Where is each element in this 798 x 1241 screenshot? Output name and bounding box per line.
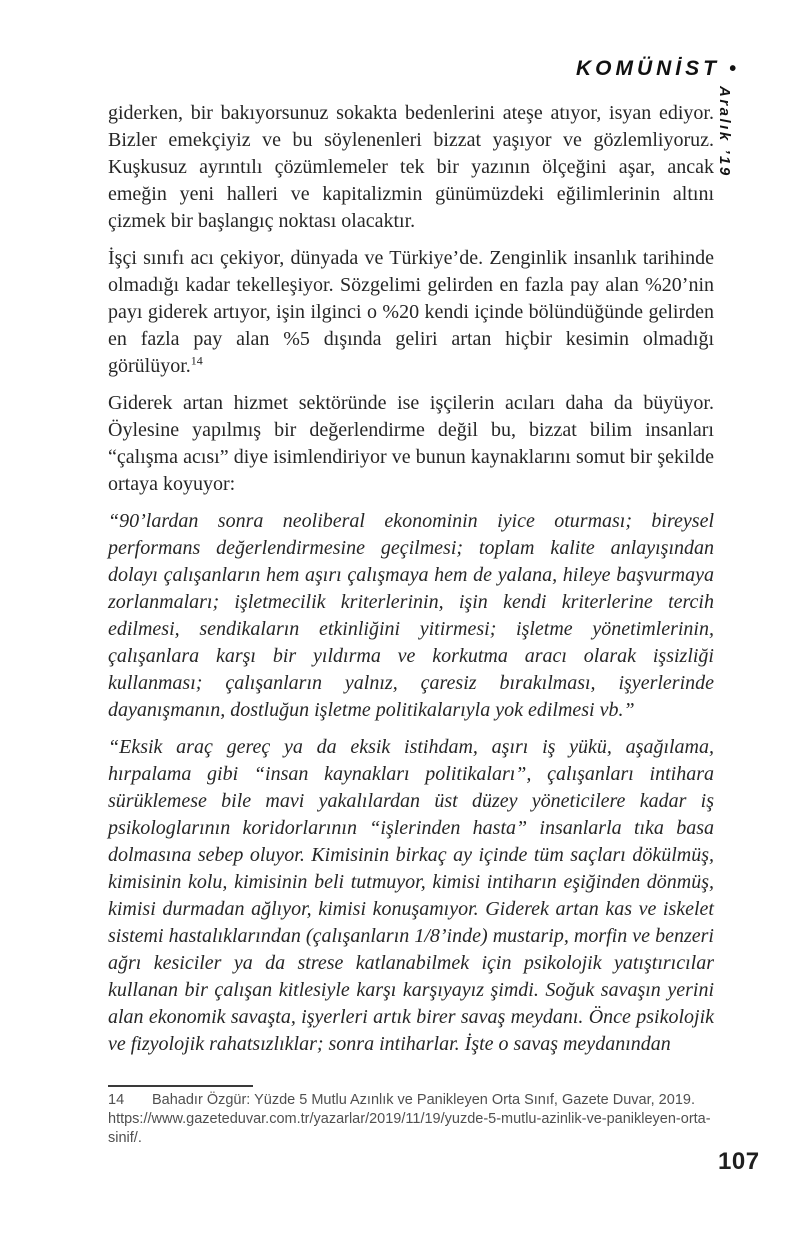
page-number: 107 <box>718 1148 760 1175</box>
paragraph-opening: giderken, bir bakıyorsunuz sokakta bedenlerini ateşe atıyor, isyan ediyor. Bizler emekçiyiz ve bu söylenenleri bizzat yaşıyor ve gözlemliyoruz. Kuşkusuz ayrıntılı çözümlemeler tek bir yazının ölçeğini aşar, ancak emeğin yeni halleri ve kapitalizmin günümüzdeki eğilimlerinin altını çizmek bir başlangıç noktası olacaktır. <box>108 102 714 232</box>
paragraph-working-class-text: İşçi sınıfı acı çekiyor, dünyada ve Türkiye’de. Zenginlik insanlık tarihinde olmadığı kadar tekelleşiyor. Sözgelimi gelirden en fazla pay alan %20’nin payı giderek artıyor, işin ilginci o %20 kendi içinde bölündüğünde gelirden en fazla pay alan %5 dışında geliri artan hiçbir kesimin olmadığı görülüyor. <box>108 247 714 377</box>
footnote-reference: 14 <box>190 353 203 368</box>
quote-paragraph-eksik-istihdam: “Eksik araç gereç ya da eksik istihdam, aşırı iş yükü, aşağılama, hırpalama gibi “insan kaynakları politikaları”, çalışanları intihara sürüklemese bile mavi yakalılardan üst düzey yöneticilere kadar iş psikologlarının koridorlarının “işlerinden hasta” insanlarla tıka basa dolmasına sebep oluyor. Kimisinin birkaç ay içinde tüm saçları dökülmüş, kimisinin kolu, kimisinin beli tutmuyor, kimisi intiharın eşiğinden dönmüş, kimisi durmadan ağlıyor, kimisi konuşamıyor. Giderek artan kas ve iskelet sistemi hastalıklarından (çalışanların 1/8’inde) mustarip, morfin ve benzeri ağrı kesiciler ya da strese katlanabilmek için psikolojik yatıştırıcılar kullanan bir çalışan kitlesiyle karşı karşıyayız şimdi. Soğuk savaşın yerini alan ekonomik savaşta, işyerleri artık birer savaş meydanı. Önce psikolojik ve fizyolojik rahatsızlıklar; sonra intiharlar. İşte o savaş meydanından <box>108 736 714 1055</box>
quote-paragraph-neoliberal: “90’lardan sonra neoliberal ekonominin iyice oturması; bireysel performans değerlendirmesine geçilmesi; toplam kalite anlayışından dolayı çalışanların hem aşırı çalışmaya hem de yalana, hileye başvurmaya zorlanmaları; işletmecilik kriterlerinin, işin kendi kriterlerine tercih edilmesi, sendikaların etkinliğini yitirmesi; işletme yönetimlerinin, çalışanlara karşı bir yıldırma ve korkutma aracı olarak işsizliği kullanması; çalışanların yalnız, çaresiz bırakılması, işyerlerinde dayanışmanın, dostluğun işletme politikalarıyla yok edilmesi vb.” <box>108 510 714 721</box>
bullet-icon: • <box>728 58 736 80</box>
footnote-url: https://www.gazeteduvar.com.tr/yazarlar/2019/11/19/yuzde-5-mutlu-azinlik-ve-panikleyen-orta-sinif/. <box>108 1111 711 1146</box>
paragraph-service-sector: Giderek artan hizmet sektöründe ise işçilerin acıları daha da büyüyor. Öylesine yapılmış bir değerlendirme değil bu, bizzat bilim insanları “çalışma acısı” diye isimlendiriyor ve bunun kaynaklarını somut bir şekilde ortaya koyuyor: <box>108 392 714 495</box>
paragraph-working-class <box>108 245 714 380</box>
footnote-divider <box>108 1085 253 1087</box>
footnote-number: 14 <box>108 1092 125 1108</box>
footnote-citation: Bahadır Özgür: Yüzde 5 Mutlu Azınlık ve Panikleyen Orta Sınıf, Gazete Duvar, 2019. <box>152 1092 695 1108</box>
issue-date: Aralık ’19 <box>716 86 733 178</box>
magazine-masthead <box>576 57 736 81</box>
footnote <box>108 1091 720 1148</box>
article-body <box>108 100 714 1068</box>
magazine-title: KOMÜNİST <box>575 57 720 80</box>
